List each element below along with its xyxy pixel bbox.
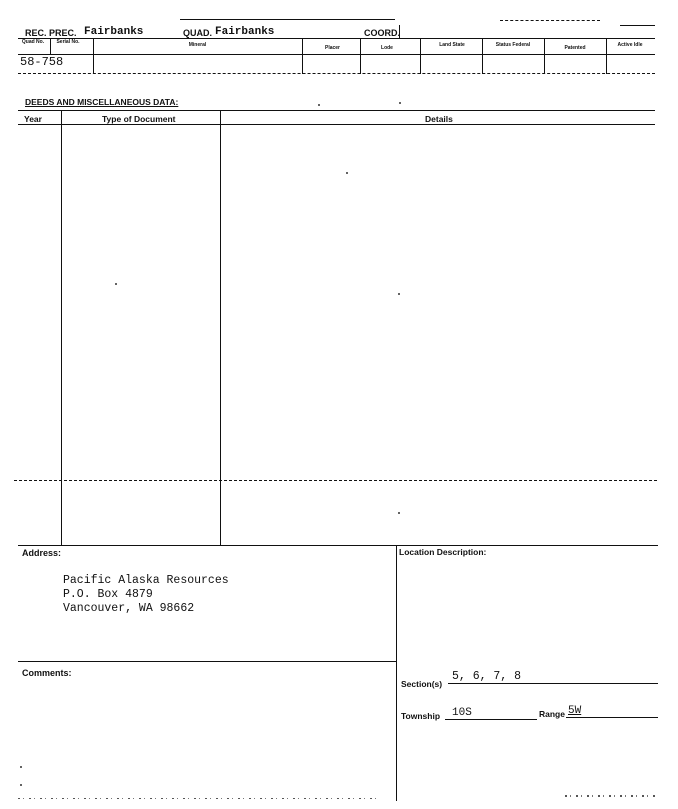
sections-value: 5, 6, 7, 8 xyxy=(452,670,522,683)
speck xyxy=(318,104,320,106)
column-header-top-rule xyxy=(18,38,655,39)
deeds-col-details: Details xyxy=(425,114,453,124)
col-patented: Patented xyxy=(564,45,586,51)
address-top-rule xyxy=(18,545,658,546)
range-label: Range xyxy=(539,709,565,719)
location-divider xyxy=(396,545,397,801)
speck xyxy=(346,172,348,174)
col-divider-2 xyxy=(93,38,94,74)
township-underline xyxy=(445,719,537,720)
col-serial-no: Serial No. xyxy=(56,39,80,45)
col-divider-1 xyxy=(50,38,51,55)
sections-label: Section(s) xyxy=(401,679,443,689)
col-divider-6 xyxy=(482,38,483,74)
township-label: Township xyxy=(401,711,441,721)
quad-value: Fairbanks xyxy=(215,26,275,38)
col-quad-no: Quad No. xyxy=(21,39,45,45)
scan-noise-bottom-right xyxy=(565,795,657,797)
col-divider-7 xyxy=(544,38,545,74)
col-lode: Lode xyxy=(381,45,393,51)
header-top-dashed xyxy=(500,20,600,21)
column-header-bottom-rule xyxy=(18,54,655,55)
range-value: 5W xyxy=(568,705,582,717)
deeds-col-year: Year xyxy=(24,114,42,124)
col-mineral: Mineral xyxy=(188,42,207,48)
speck xyxy=(398,293,400,295)
comments-label: Comments: xyxy=(22,668,72,678)
deeds-dashed-rule xyxy=(14,480,657,481)
col-active-idle: Active Idle xyxy=(617,42,643,48)
quad-label: QUAD. xyxy=(183,28,212,38)
coord-label: COORD. xyxy=(364,28,400,38)
deeds-header-bottom-rule xyxy=(18,124,655,125)
scan-noise-bottom xyxy=(18,798,378,799)
speck xyxy=(20,766,22,768)
speck xyxy=(20,784,22,786)
deeds-heading: DEEDS AND MISCELLANEOUS DATA: xyxy=(25,97,179,107)
address-line-2: P.O. Box 4879 xyxy=(63,588,153,601)
quad-no-value: 58-758 xyxy=(20,55,64,69)
sections-underline xyxy=(448,683,658,684)
col-divider-4 xyxy=(360,38,361,74)
location-description-label: Location Description: xyxy=(399,547,487,557)
address-line-3: Vancouver, WA 98662 xyxy=(63,602,195,615)
col-divider-3 xyxy=(302,38,303,74)
township-value: 10S xyxy=(452,707,472,719)
address-label: Address: xyxy=(22,548,62,558)
rec-prec-label: REC. PREC. xyxy=(25,28,77,38)
col-status-federal: Status Federal xyxy=(495,42,531,48)
rec-prec-value: Fairbanks xyxy=(84,26,144,38)
col-divider-8 xyxy=(606,38,607,74)
col-land-state: Land State xyxy=(439,42,465,48)
comments-top-rule xyxy=(18,661,397,662)
speck xyxy=(398,512,400,514)
speck xyxy=(399,102,401,104)
range-underline xyxy=(566,717,658,718)
deeds-col-type: Type of Document xyxy=(102,114,176,124)
coord-divider xyxy=(399,25,400,39)
col-placer: Placer xyxy=(324,45,340,51)
header-top-rule xyxy=(180,19,395,20)
header-top-rule-right xyxy=(620,25,655,26)
speck xyxy=(115,283,117,285)
record-row-dashed xyxy=(18,73,655,74)
col-divider-5 xyxy=(420,38,421,74)
deeds-top-rule xyxy=(18,110,655,111)
address-line-1: Pacific Alaska Resources xyxy=(63,574,229,587)
